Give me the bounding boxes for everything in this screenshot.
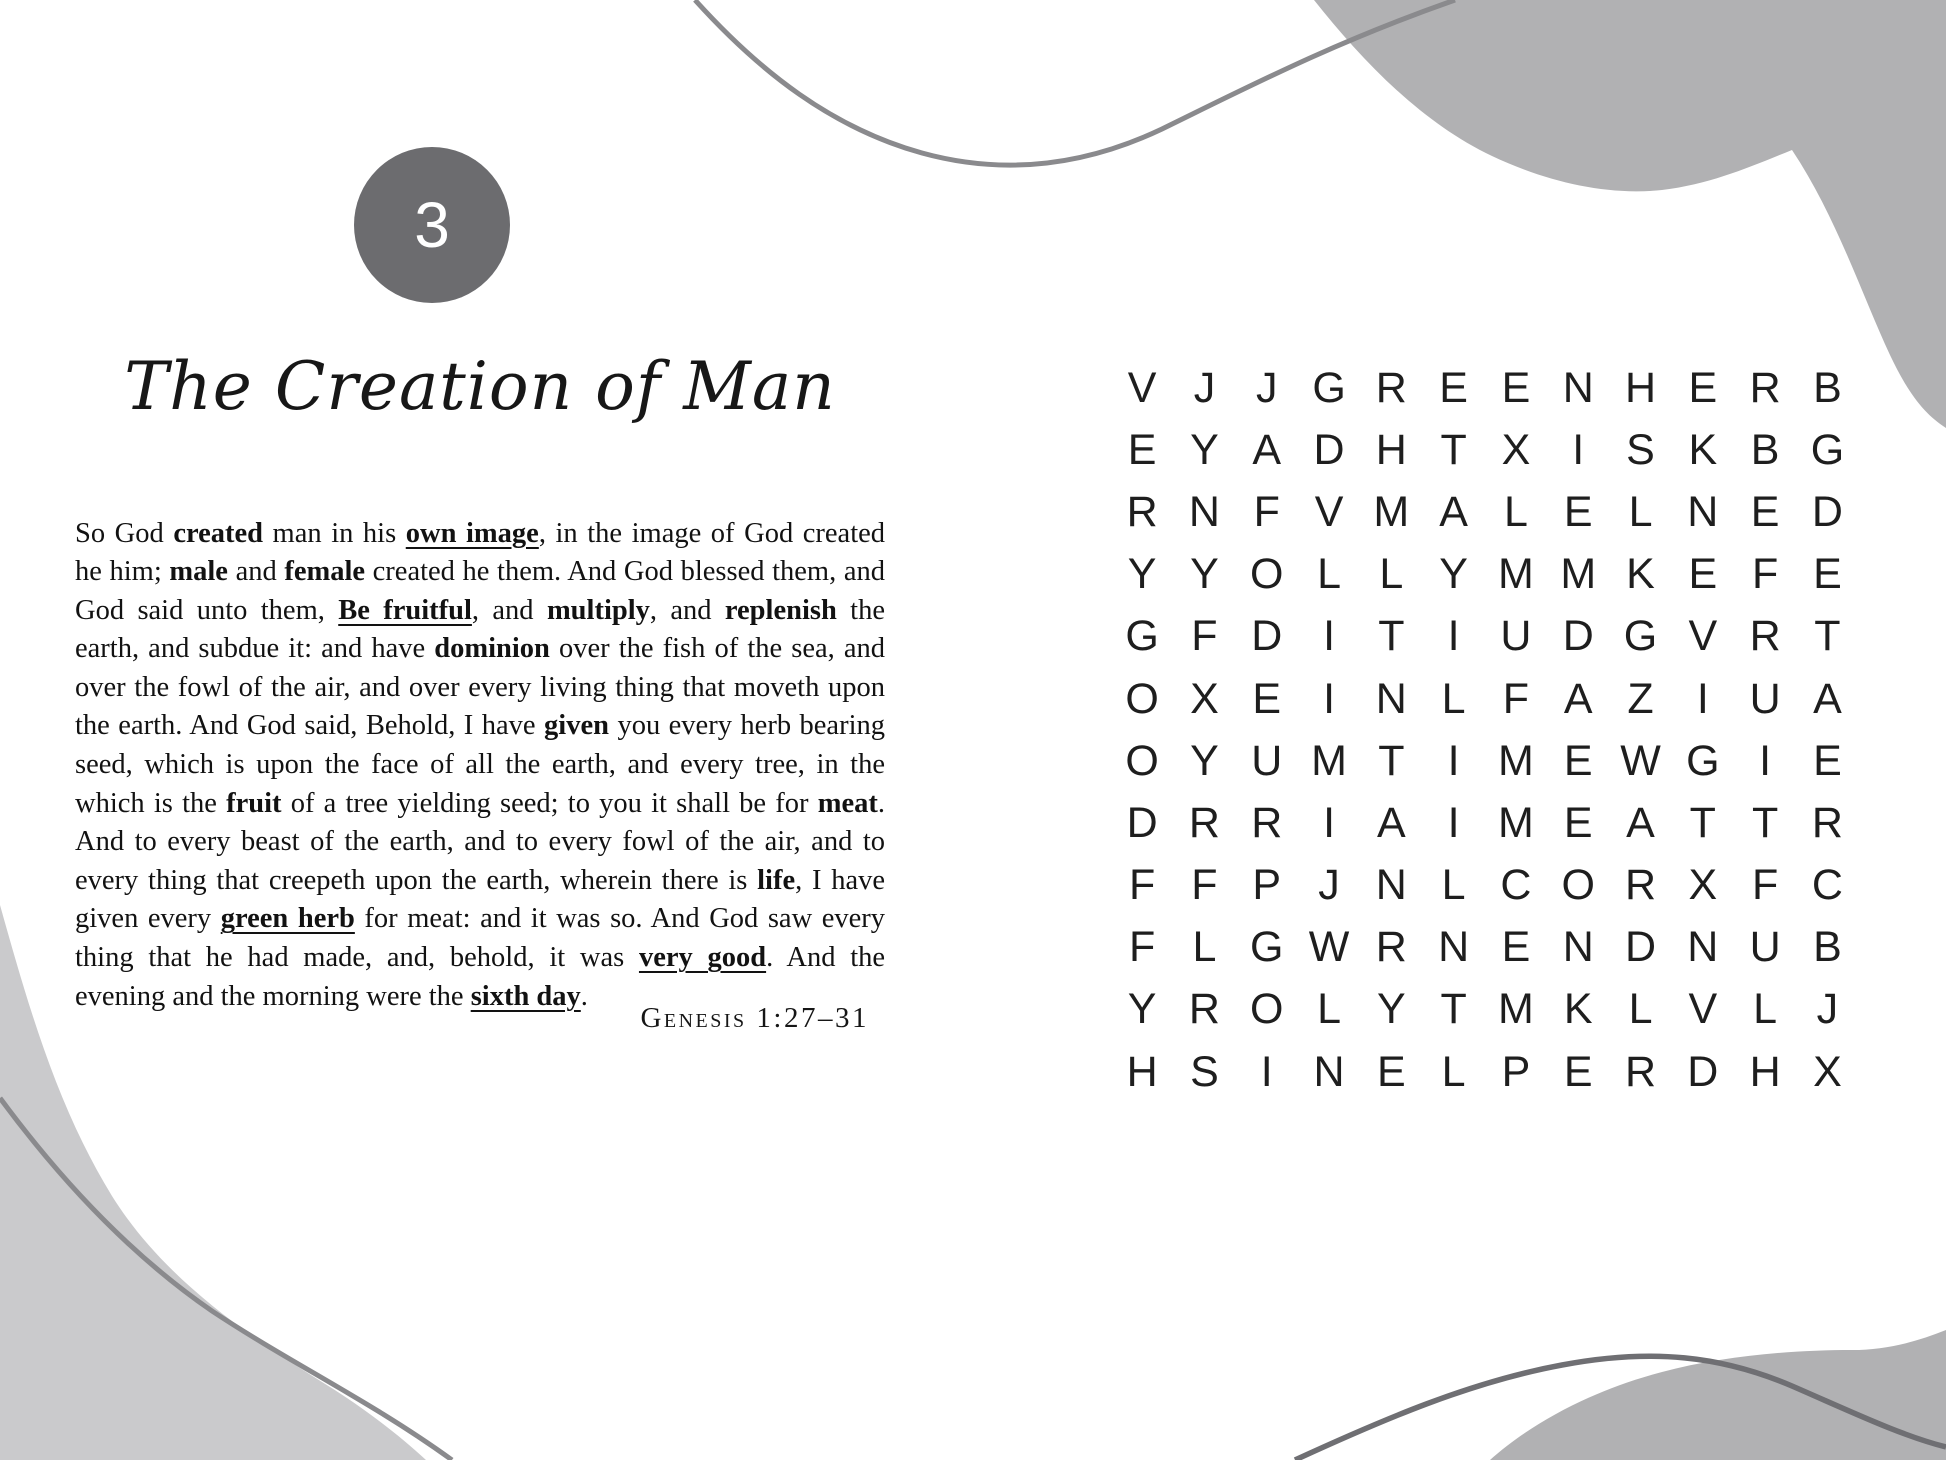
grid-letter: M xyxy=(1311,736,1347,785)
grid-letter: D xyxy=(1811,487,1843,536)
grid-letter: I xyxy=(1260,1047,1273,1096)
grid-letter: I xyxy=(1323,798,1336,847)
grid-letter: X xyxy=(1501,425,1531,474)
grid-letter: O xyxy=(1250,985,1284,1034)
grid-letter: N xyxy=(1375,674,1407,723)
verse-segment: , and xyxy=(649,594,725,626)
verse-segment: green herb xyxy=(220,903,355,935)
verse-segment: multiply xyxy=(546,594,650,626)
grid-letter: M xyxy=(1498,736,1534,785)
grid-letter: D xyxy=(1126,798,1158,847)
grid-letter: S xyxy=(1190,1047,1219,1096)
grid-letter: F xyxy=(1253,487,1280,536)
grid-letter: I xyxy=(1323,674,1336,723)
grid-letter: E xyxy=(1688,550,1718,599)
grid-letter: G xyxy=(1312,363,1346,412)
verse-segment: over the fish of the sea, and over the fowl of the air, and over every living thing that moveth upon the earth. And God said, Behold, I have xyxy=(75,633,885,742)
grid-letter: B xyxy=(1813,363,1842,412)
grid-letter: N xyxy=(1562,923,1594,972)
verse-segment: meat xyxy=(817,787,878,819)
grid-letter: M xyxy=(1373,487,1410,536)
grid-letter: E xyxy=(1376,1047,1406,1096)
grid-letter: L xyxy=(1753,985,1778,1034)
verse-segment: So God xyxy=(75,517,174,549)
grid-letter: I xyxy=(1447,736,1460,785)
grid-letter: E xyxy=(1252,674,1282,723)
grid-letter: I xyxy=(1572,425,1585,474)
chapter-number: 3 xyxy=(414,189,450,261)
grid-letter: L xyxy=(1317,985,1341,1034)
grid-letter: F xyxy=(1129,923,1156,972)
grid-letter: T xyxy=(1378,612,1405,661)
grid-letter: O xyxy=(1125,674,1159,723)
grid-letter: B xyxy=(1813,923,1842,972)
grid-letter: P xyxy=(1501,1047,1531,1096)
grid-letter: Z xyxy=(1627,674,1654,723)
verse-segment: , in the image of God created he him; xyxy=(75,517,886,588)
grid-letter: P xyxy=(1252,861,1282,910)
grid-letter: K xyxy=(1626,550,1655,599)
grid-letter: N xyxy=(1687,487,1719,536)
grid-letter: K xyxy=(1688,425,1718,474)
verse-segment: you every herb bearing seed, which is upon the face of all the earth, and every tree, in the which is the xyxy=(75,710,885,819)
grid-letter: F xyxy=(1191,612,1218,661)
grid-letter: W xyxy=(1308,923,1350,972)
grid-letter: I xyxy=(1447,798,1460,847)
grid-letter: A xyxy=(1252,425,1282,474)
grid-letter: O xyxy=(1125,736,1159,785)
grid-letter: R xyxy=(1811,798,1843,847)
grid-letter: V xyxy=(1314,487,1344,536)
grid-letter: I xyxy=(1759,736,1772,785)
grid-letter: F xyxy=(1751,550,1779,599)
grid-letter: R xyxy=(1749,363,1781,412)
grid-letter: Y xyxy=(1190,425,1219,474)
verse-segment: man in his xyxy=(263,517,406,549)
grid-letter: N xyxy=(1687,923,1719,972)
grid-letter: U xyxy=(1749,923,1781,972)
grid-letter: H xyxy=(1126,1047,1158,1096)
grid-letter: Y xyxy=(1127,985,1157,1034)
grid-letter: I xyxy=(1696,674,1709,723)
word-search-grid xyxy=(1111,357,1859,1103)
grid-letter: C xyxy=(1500,861,1532,910)
grid-letter: R xyxy=(1188,985,1220,1034)
grid-letter: X xyxy=(1688,861,1718,910)
grid-letter: L xyxy=(1441,1047,1466,1096)
grid-letter: R xyxy=(1624,1047,1657,1096)
grid-letter: G xyxy=(1623,612,1658,661)
verse-segment: Be fruitful xyxy=(338,594,472,626)
grid-letter: E xyxy=(1813,736,1842,785)
grid-letter: E xyxy=(1750,487,1780,536)
grid-letter: T xyxy=(1440,985,1467,1034)
grid-letter: H xyxy=(1624,363,1657,412)
grid-letter: V xyxy=(1688,985,1718,1034)
grid-letter: N xyxy=(1313,1047,1345,1096)
grid-letter: L xyxy=(1441,674,1466,723)
grid-letter: V xyxy=(1688,612,1718,661)
grid-letter: A xyxy=(1626,798,1655,847)
grid-letter: D xyxy=(1313,425,1345,474)
grid-letter: L xyxy=(1379,550,1404,599)
grid-letter: L xyxy=(1628,985,1653,1034)
grid-letter: F xyxy=(1191,861,1218,910)
grid-letter: L xyxy=(1317,550,1341,599)
verse-segment: , I have given every xyxy=(75,864,885,935)
grid-letter: F xyxy=(1751,861,1779,910)
grid-letter: H xyxy=(1375,425,1407,474)
verse-attribution: Genesis 1:27–31 xyxy=(640,1002,869,1034)
grid-letter: A xyxy=(1563,674,1593,723)
grid-letter: Y xyxy=(1190,550,1219,599)
grid-letter: H xyxy=(1749,1047,1781,1096)
grid-letter: G xyxy=(1810,425,1845,474)
grid-letter: F xyxy=(1129,861,1156,910)
chapter-number-badge xyxy=(354,147,510,303)
grid-letter: O xyxy=(1250,550,1284,599)
grid-letter: E xyxy=(1439,363,1468,412)
verse-segment: created xyxy=(173,517,263,549)
verse-segment: female xyxy=(284,556,366,588)
verse-segment: created he them. And God blessed them, and God said unto them, xyxy=(75,556,885,626)
grid-letter: J xyxy=(1816,985,1839,1034)
verse-segment: of a tree yielding seed; to you it shall be for xyxy=(281,787,818,819)
grid-letter: T xyxy=(1814,612,1841,661)
verse-segment: sixth day xyxy=(470,980,581,1012)
verse-segment: the earth, and subdue it: and have xyxy=(75,594,885,665)
grid-letter: T xyxy=(1689,798,1716,847)
verse-segment: own image xyxy=(405,517,539,549)
grid-letter: C xyxy=(1811,861,1843,910)
grid-letter: G xyxy=(1250,923,1284,972)
grid-letter: E xyxy=(1501,363,1531,412)
grid-letter: Y xyxy=(1376,985,1406,1034)
grid-letter: A xyxy=(1813,674,1842,723)
grid-letter: R xyxy=(1251,798,1283,847)
grid-letter: D xyxy=(1687,1047,1719,1096)
verse-segment: . And the evening and the morning were the xyxy=(75,942,886,1012)
grid-letter: Y xyxy=(1127,550,1157,599)
grid-letter: N xyxy=(1188,487,1220,536)
grid-letter: D xyxy=(1624,923,1657,972)
grid-letter: L xyxy=(1628,487,1653,536)
grid-letter: X xyxy=(1813,1047,1842,1096)
grid-letter: L xyxy=(1441,861,1466,910)
grid-letter: U xyxy=(1749,674,1781,723)
grid-letter: N xyxy=(1438,923,1470,972)
grid-letter: I xyxy=(1447,612,1460,661)
grid-letter: N xyxy=(1375,861,1407,910)
grid-letter: W xyxy=(1620,736,1661,785)
verse-segment: very good xyxy=(638,942,767,974)
verse-segment: male xyxy=(169,556,228,588)
verse-segment: . And to every beast of the earth, and to every fowl of the air, and to every thing that creepeth upon the earth, wherein there is xyxy=(75,787,885,896)
grid-letter: E xyxy=(1563,736,1593,785)
grid-letter: E xyxy=(1501,923,1531,972)
verse-segment: given xyxy=(544,710,609,742)
verse-segment: replenish xyxy=(724,594,837,626)
grid-letter: E xyxy=(1563,1047,1593,1096)
grid-letter: R xyxy=(1375,923,1407,972)
grid-letter: E xyxy=(1563,798,1593,847)
grid-letter: N xyxy=(1562,363,1594,412)
grid-letter: M xyxy=(1498,985,1534,1034)
grid-letter: V xyxy=(1127,363,1157,412)
grid-letter: S xyxy=(1626,425,1655,474)
grid-letter: J xyxy=(1193,363,1216,412)
verse-segment: life xyxy=(757,864,796,896)
grid-letter: O xyxy=(1561,861,1595,910)
grid-letter: M xyxy=(1498,798,1534,847)
grid-letter: E xyxy=(1813,550,1842,599)
grid-letter: J xyxy=(1318,861,1340,910)
verse-segment: , and xyxy=(471,594,547,626)
verse-segment: for meat: and it was so. And God saw every thing that he had made, and, behold, it was xyxy=(75,903,886,974)
grid-letter: G xyxy=(1125,612,1159,661)
grid-letter: U xyxy=(1251,736,1283,785)
grid-letter: L xyxy=(1192,923,1217,972)
grid-letter: M xyxy=(1560,550,1597,599)
grid-letter: B xyxy=(1750,425,1780,474)
grid-letter: L xyxy=(1503,487,1528,536)
verse-segment: fruit xyxy=(226,787,282,819)
verse-paragraph xyxy=(75,515,885,1017)
grid-letter: U xyxy=(1500,612,1532,661)
grid-letter: J xyxy=(1255,363,1278,412)
grid-letter: T xyxy=(1440,425,1467,474)
verse-segment: dominion xyxy=(434,633,550,665)
grid-letter: D xyxy=(1251,612,1283,661)
grid-letter: R xyxy=(1749,612,1781,661)
grid-letter: K xyxy=(1563,985,1593,1034)
verse-segment: . xyxy=(580,980,588,1012)
grid-letter: M xyxy=(1498,550,1534,599)
grid-letter: F xyxy=(1502,674,1530,723)
grid-letter: G xyxy=(1686,736,1720,785)
grid-letter: I xyxy=(1323,612,1336,661)
grid-letter: D xyxy=(1562,612,1594,661)
grid-letter: A xyxy=(1376,798,1406,847)
grid-letter: X xyxy=(1190,674,1219,723)
grid-letter: R xyxy=(1375,363,1407,412)
grid-letter: E xyxy=(1127,425,1157,474)
grid-letter: E xyxy=(1688,363,1718,412)
verse-segment: and xyxy=(227,556,285,588)
grid-letter: R xyxy=(1188,798,1220,847)
grid-letter: T xyxy=(1751,798,1779,847)
page-title: The Creation of Man xyxy=(124,348,836,425)
grid-letter: A xyxy=(1439,487,1468,536)
grid-letter: T xyxy=(1378,736,1405,785)
grid-letter: Y xyxy=(1439,550,1468,599)
grid-letter: Y xyxy=(1190,736,1219,785)
grid-letter: R xyxy=(1624,861,1657,910)
grid-letter: R xyxy=(1126,487,1158,536)
grid-letter: E xyxy=(1563,487,1593,536)
